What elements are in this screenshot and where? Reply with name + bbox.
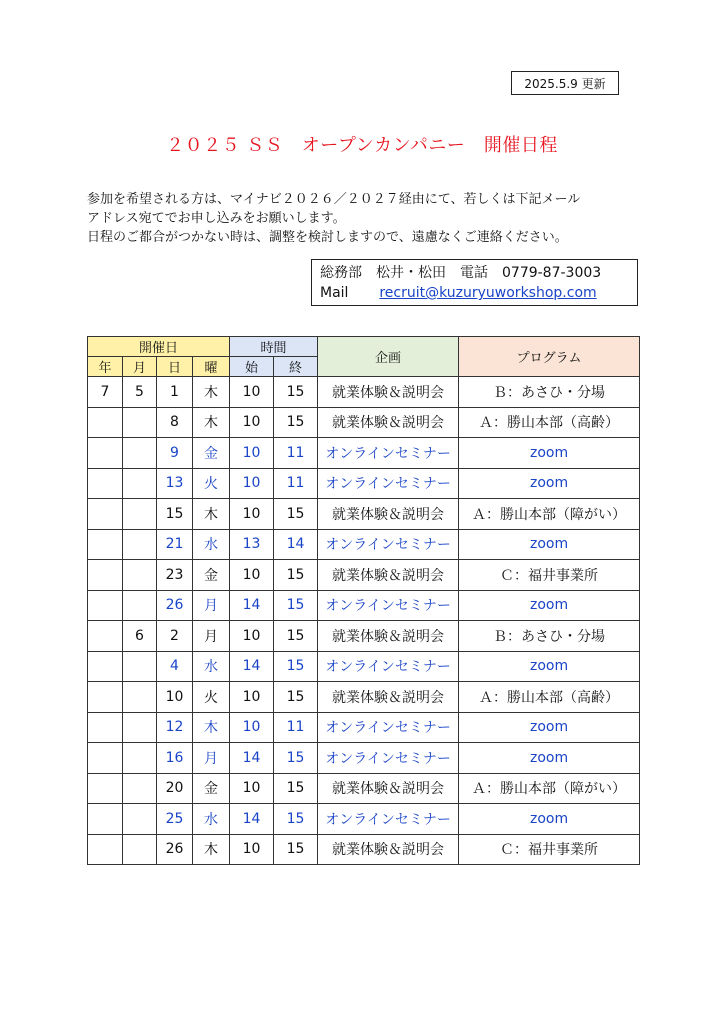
cell-start: 10 [230,468,274,499]
header-time-group: 時間 [230,337,318,357]
cell-weekday: 月 [193,590,230,621]
header-year: 年 [88,357,123,377]
cell-start: 14 [230,590,274,621]
cell-program: zoom [459,468,640,499]
cell-day: 16 [157,743,193,774]
cell-start: 14 [230,651,274,682]
cell-program: zoom [459,804,640,835]
update-date-label: 2025.5.9 更新 [511,71,619,95]
cell-end: 11 [274,438,318,469]
cell-weekday: 木 [193,407,230,438]
cell-end: 15 [274,743,318,774]
table-row [88,407,640,438]
cell-month [123,407,157,438]
table-row [88,651,640,682]
cell-end: 14 [274,529,318,560]
cell-plan: オンラインセミナー [318,468,459,499]
cell-plan: オンラインセミナー [318,712,459,743]
cell-program: zoom [459,438,640,469]
cell-end: 11 [274,712,318,743]
cell-month [123,468,157,499]
cell-month [123,499,157,530]
cell-start: 10 [230,438,274,469]
cell-program: zoom [459,529,640,560]
cell-weekday: 火 [193,682,230,713]
intro-text [87,190,647,247]
table-row [88,712,640,743]
cell-end: 15 [274,804,318,835]
cell-end: 15 [274,621,318,652]
cell-year [88,834,123,865]
cell-month [123,743,157,774]
cell-month: 6 [123,621,157,652]
cell-end: 15 [274,773,318,804]
cell-day: 2 [157,621,193,652]
cell-program: Ａ：勝山本部（障がい） [459,773,640,804]
cell-weekday: 木 [193,499,230,530]
cell-day: 15 [157,499,193,530]
cell-start: 10 [230,407,274,438]
cell-plan: オンラインセミナー [318,804,459,835]
cell-start: 10 [230,682,274,713]
cell-year [88,682,123,713]
cell-day: 21 [157,529,193,560]
cell-plan: オンラインセミナー [318,438,459,469]
cell-plan: オンラインセミナー [318,590,459,621]
cell-day: 25 [157,804,193,835]
table-row [88,804,640,835]
cell-day: 9 [157,438,193,469]
cell-day: 23 [157,560,193,591]
email-link[interactable]: recruit@kuzuryuworkshop.com [379,285,597,301]
cell-program: Ｂ：あさひ・分場 [459,621,640,652]
cell-plan: 就業体験＆説明会 [318,834,459,865]
header-end: 終 [274,357,318,377]
cell-weekday: 木 [193,712,230,743]
cell-program: zoom [459,651,640,682]
cell-end: 15 [274,834,318,865]
cell-month [123,651,157,682]
cell-start: 14 [230,804,274,835]
cell-weekday: 金 [193,773,230,804]
table-row [88,590,640,621]
intro-line: 参加を希望される方は、マイナビ２０２６／２０２７経由にて、若しくは下記メール [87,192,581,207]
cell-program: Ｃ：福井事業所 [459,560,640,591]
header-program: プログラム [459,337,640,377]
table-row [88,499,640,530]
cell-plan: 就業体験＆説明会 [318,560,459,591]
cell-day: 10 [157,682,193,713]
cell-weekday: 月 [193,743,230,774]
contact-box [311,259,638,306]
cell-year [88,438,123,469]
cell-weekday: 水 [193,529,230,560]
cell-year [88,712,123,743]
cell-year [88,499,123,530]
header-date-group: 開催日 [88,337,230,357]
contact-mail-line [320,283,629,303]
cell-plan: 就業体験＆説明会 [318,499,459,530]
cell-year [88,529,123,560]
cell-program: zoom [459,712,640,743]
cell-start: 10 [230,499,274,530]
cell-year [88,621,123,652]
cell-end: 15 [274,377,318,408]
header-weekday: 曜 [193,357,230,377]
cell-plan: 就業体験＆説明会 [318,621,459,652]
table-row [88,529,640,560]
cell-month [123,529,157,560]
cell-plan: 就業体験＆説明会 [318,773,459,804]
table-row [88,377,640,408]
cell-plan: 就業体験＆説明会 [318,377,459,408]
table-row [88,682,640,713]
contact-phone-line: 総務部 松井・松田 電話 0779-87-3003 [320,265,602,281]
cell-month [123,682,157,713]
cell-start: 13 [230,529,274,560]
cell-month [123,590,157,621]
cell-year [88,468,123,499]
cell-plan: 就業体験＆説明会 [318,407,459,438]
cell-year [88,560,123,591]
cell-start: 10 [230,560,274,591]
cell-day: 8 [157,407,193,438]
cell-month [123,438,157,469]
cell-start: 10 [230,712,274,743]
cell-month [123,773,157,804]
cell-weekday: 金 [193,560,230,591]
cell-year [88,773,123,804]
cell-plan: オンラインセミナー [318,651,459,682]
cell-year [88,407,123,438]
header-plan: 企画 [318,337,459,377]
cell-start: 14 [230,743,274,774]
cell-year [88,743,123,774]
cell-day: 20 [157,773,193,804]
cell-day: 4 [157,651,193,682]
table-row [88,560,640,591]
cell-start: 10 [230,834,274,865]
cell-day: 12 [157,712,193,743]
cell-month [123,560,157,591]
cell-plan: 就業体験＆説明会 [318,682,459,713]
table-row [88,621,640,652]
cell-weekday: 水 [193,804,230,835]
cell-weekday: 金 [193,438,230,469]
cell-end: 15 [274,499,318,530]
cell-program: Ｃ：福井事業所 [459,834,640,865]
cell-month [123,804,157,835]
cell-year [88,651,123,682]
cell-weekday: 木 [193,377,230,408]
mail-label: Mail [320,285,349,301]
cell-weekday: 火 [193,468,230,499]
cell-month: 5 [123,377,157,408]
cell-program: Ａ：勝山本部（高齢） [459,682,640,713]
cell-day: 13 [157,468,193,499]
cell-end: 15 [274,651,318,682]
table-row [88,743,640,774]
cell-end: 15 [274,407,318,438]
header-month: 月 [123,357,157,377]
cell-program: Ａ：勝山本部（高齢） [459,407,640,438]
cell-program: zoom [459,590,640,621]
cell-year [88,804,123,835]
page-title: ２０２５ ＳＳ オープンカンパニー 開催日程 [166,135,558,156]
cell-end: 11 [274,468,318,499]
table-row [88,834,640,865]
cell-plan: オンラインセミナー [318,529,459,560]
cell-program: Ｂ：あさひ・分場 [459,377,640,408]
cell-program: Ａ：勝山本部（障がい） [459,499,640,530]
cell-month [123,712,157,743]
table-row [88,468,640,499]
cell-plan: オンラインセミナー [318,743,459,774]
cell-day: 26 [157,834,193,865]
cell-day: 1 [157,377,193,408]
intro-line: 日程のご都合がつかない時は、調整を検討しますので、遠慮なくご連絡ください。 [87,230,568,245]
cell-start: 10 [230,621,274,652]
intro-line: アドレス宛てでお申し込みをお願いします。 [87,211,346,226]
table-row [88,773,640,804]
cell-program: zoom [459,743,640,774]
cell-start: 10 [230,773,274,804]
cell-month [123,834,157,865]
cell-start: 10 [230,377,274,408]
header-day: 日 [157,357,193,377]
cell-end: 15 [274,590,318,621]
cell-end: 15 [274,560,318,591]
cell-weekday: 木 [193,834,230,865]
cell-end: 15 [274,682,318,713]
cell-year [88,590,123,621]
schedule-table [87,336,640,865]
cell-day: 26 [157,590,193,621]
header-start: 始 [230,357,274,377]
cell-weekday: 月 [193,621,230,652]
cell-year: 7 [88,377,123,408]
cell-weekday: 水 [193,651,230,682]
table-row [88,438,640,469]
